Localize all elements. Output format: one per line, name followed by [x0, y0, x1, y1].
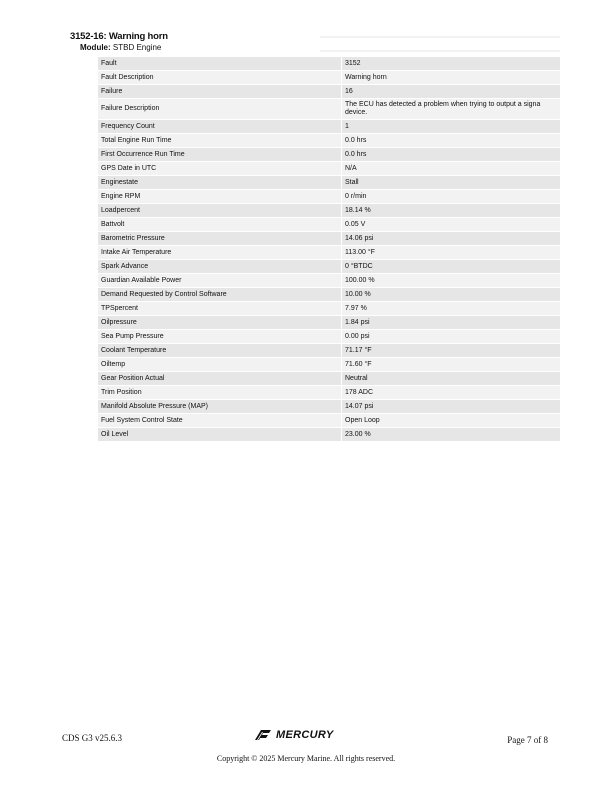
table-row [98, 302, 560, 316]
row-value: 1.84 psi [342, 316, 561, 330]
row-key: Manifold Absolute Pressure (MAP) [98, 400, 342, 414]
row-key: Guardian Available Power [98, 274, 342, 288]
module-value: STBD Engine [112, 43, 162, 52]
row-value: 18.14 % [342, 204, 561, 218]
row-key: Coolant Temperature [98, 344, 342, 358]
row-key: Loadpercent [98, 204, 342, 218]
table-row [98, 386, 560, 400]
row-value: 23.00 % [342, 428, 561, 442]
row-key: TPSpercent [98, 302, 342, 316]
module-line [80, 43, 161, 52]
row-value: 7.97 % [342, 302, 561, 316]
table-row [98, 190, 560, 204]
row-key: Failure Description [98, 99, 342, 120]
row-key: Fault [98, 57, 342, 71]
row-value: 0.05 V [342, 218, 561, 232]
row-value: 14.06 psi [342, 232, 561, 246]
row-value: 71.60 °F [342, 358, 561, 372]
row-value: 0.0 hrs [342, 134, 561, 148]
row-value: 16 [342, 85, 561, 99]
row-key: Total Engine Run Time [98, 134, 342, 148]
table-row [98, 372, 560, 386]
table-row [98, 260, 560, 274]
row-value: N/A [342, 162, 561, 176]
table-row [98, 414, 560, 428]
row-value: 100.00 % [342, 274, 561, 288]
row-key: First Occurrence Run Time [98, 148, 342, 162]
row-key: Battvolt [98, 218, 342, 232]
row-value: 113.00 °F [342, 246, 561, 260]
row-key: Oiltemp [98, 358, 342, 372]
row-key: Barometric Pressure [98, 232, 342, 246]
row-key: Oilpressure [98, 316, 342, 330]
table-row [98, 316, 560, 330]
row-key: Frequency Count [98, 120, 342, 134]
row-value: 14.07 psi [342, 400, 561, 414]
row-value: Stall [342, 176, 561, 190]
logo-text: MERCURY [276, 729, 334, 741]
row-key: Fuel System Control State [98, 414, 342, 428]
table-row [98, 428, 560, 442]
table-row [98, 330, 560, 344]
page-number: Page 7 of 8 [507, 735, 548, 745]
table-row [98, 176, 560, 190]
table-row [98, 204, 560, 218]
row-key: Failure [98, 85, 342, 99]
table-row [98, 288, 560, 302]
table-row [98, 57, 560, 71]
row-key: GPS Date in UTC [98, 162, 342, 176]
row-key: Enginestate [98, 176, 342, 190]
row-key: Intake Air Temperature [98, 246, 342, 260]
row-key: Trim Position [98, 386, 342, 400]
table-row [98, 148, 560, 162]
table-row [98, 71, 560, 85]
row-value: 1 [342, 120, 561, 134]
table-row [98, 400, 560, 414]
row-value: The ECU has detected a problem when trying to output a signa device. [342, 99, 561, 120]
row-key: Oil Level [98, 428, 342, 442]
row-key: Gear Position Actual [98, 372, 342, 386]
table-row [98, 344, 560, 358]
row-value: 0 °BTDC [342, 260, 561, 274]
row-value: 0 r/min [342, 190, 561, 204]
row-value: Open Loop [342, 414, 561, 428]
row-value: 0.0 hrs [342, 148, 561, 162]
table-row [98, 99, 560, 120]
row-value: 178 ADC [342, 386, 561, 400]
row-value: 10.00 % [342, 288, 561, 302]
row-key: Fault Description [98, 71, 342, 85]
table-row [98, 218, 560, 232]
table-row [98, 274, 560, 288]
module-label: Module: [80, 43, 111, 52]
row-value: Neutral [342, 372, 561, 386]
table-row [98, 162, 560, 176]
table-row [98, 134, 560, 148]
table-row [98, 120, 560, 134]
table-row [98, 358, 560, 372]
table-row [98, 246, 560, 260]
page-title: 3152-16: Warning horn [70, 31, 168, 42]
row-key: Sea Pump Pressure [98, 330, 342, 344]
table-row [98, 85, 560, 99]
row-key: Spark Advance [98, 260, 342, 274]
row-value: Warning horn [342, 71, 561, 85]
software-version: CDS G3 v25.6.3 [62, 733, 123, 743]
row-value: 71.17 °F [342, 344, 561, 358]
copyright-notice: Copyright © 2025 Mercury Marine. All rights reserved. [216, 754, 396, 763]
row-key: Engine RPM [98, 190, 342, 204]
fault-details-table [98, 57, 560, 442]
table-row [98, 232, 560, 246]
row-key: Demand Requested by Control Software [98, 288, 342, 302]
row-value: 0.00 psi [342, 330, 561, 344]
row-value: 3152 [342, 57, 561, 71]
mercury-logo [254, 728, 334, 742]
mercury-wing-logo-icon [254, 728, 272, 742]
